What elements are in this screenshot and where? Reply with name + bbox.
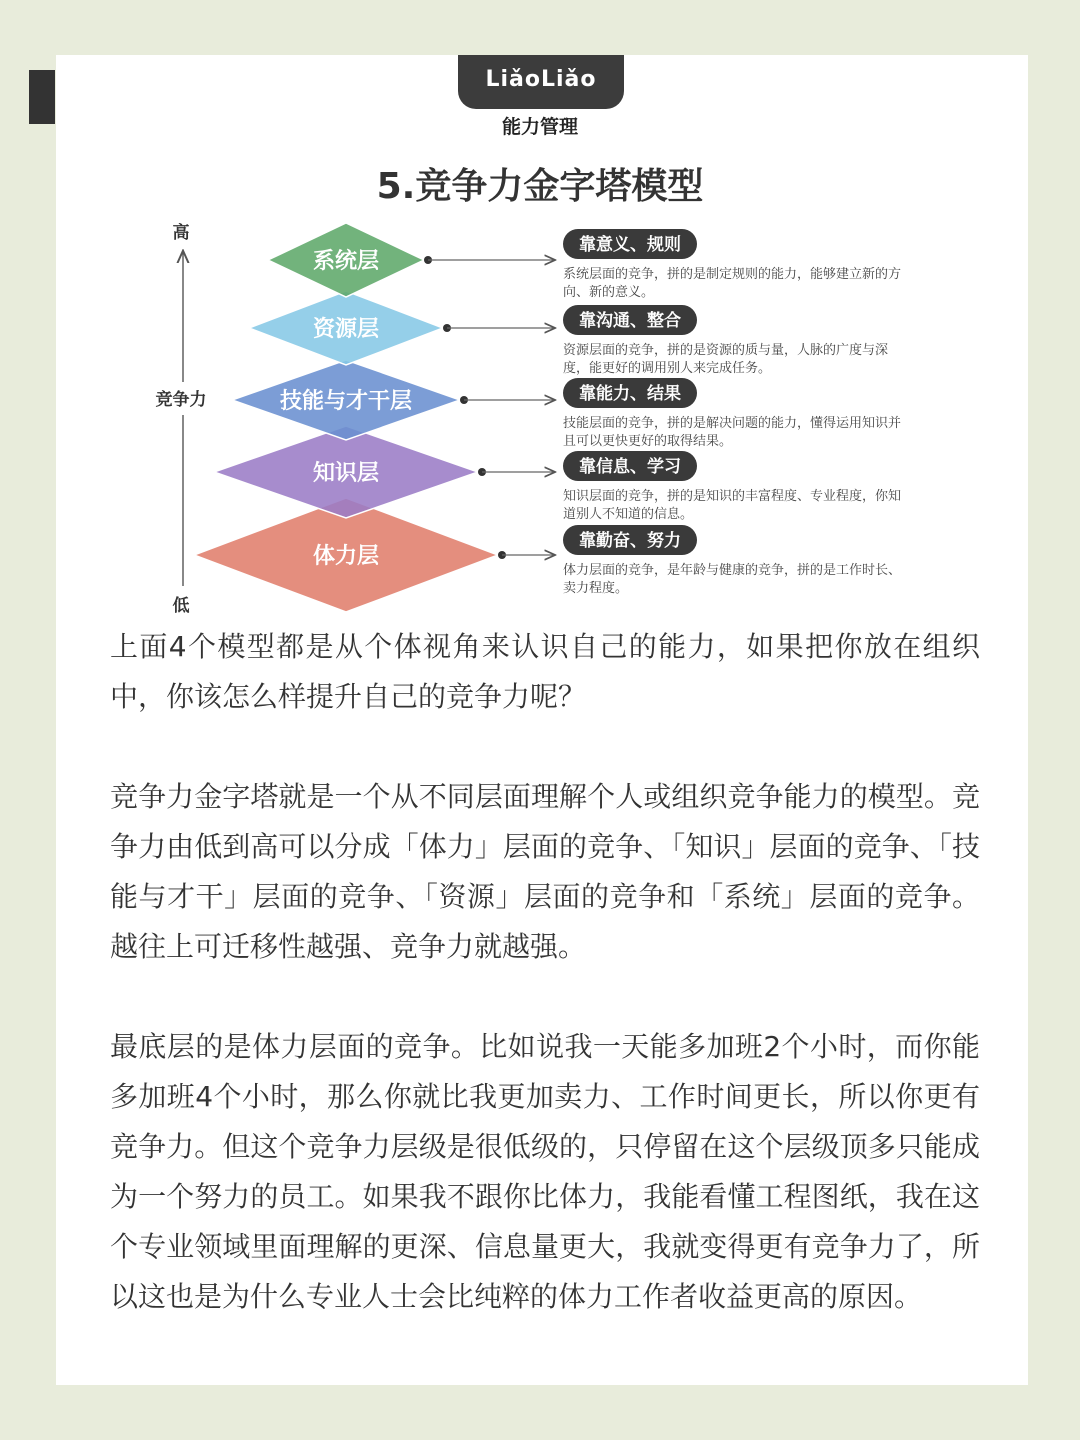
body-text bbox=[110, 622, 980, 1372]
level-description-line-2: 卖力程度。 bbox=[563, 581, 629, 596]
level-name: 系统层 bbox=[312, 249, 380, 274]
page-title: 5.竞争力金字塔模型 bbox=[376, 166, 704, 207]
axis-title: 竞争力 bbox=[155, 390, 207, 410]
brand-logo: LiǎoLiǎo bbox=[458, 55, 624, 109]
level-description-line-1: 资源层面的竞争，拼的是资源的质与量，人脉的广度与深 bbox=[563, 343, 889, 358]
level-tag: 靠沟通、整合 bbox=[579, 311, 681, 331]
paragraph-definition: 竞争力金字塔就是一个从不同层面理解个人或组织竞争能力的模型。竞争力由低到高可以分成「体力」层面的竞争、「知识」层面的竞争、「技能与才干」层面的竞争、「资源」层面的竞争和「系统」层面的竞争。越往上可迁移性越强、竞争力就越强。 bbox=[110, 780, 980, 963]
level-description-line-2: 度，能更好的调用别人来完成任务。 bbox=[563, 361, 772, 376]
competitiveness-pyramid-diagram bbox=[0, 210, 1080, 620]
axis-high-label: 高 bbox=[172, 223, 190, 243]
level-description-line-1: 技能层面的竞争，拼的是解决问题的能力，懂得运用知识并 bbox=[563, 416, 902, 431]
level-description-line-2: 向、新的意义。 bbox=[563, 285, 655, 300]
paragraph-intro: 上面4个模型都是从个体视角来认识自己的能力，如果把你放在组织中，你该怎么样提升自己的竞争力呢？ bbox=[110, 630, 980, 713]
level-name: 体力层 bbox=[312, 544, 380, 569]
level-tag: 靠意义、规则 bbox=[579, 235, 681, 255]
level-tag: 靠能力、结果 bbox=[579, 384, 681, 404]
level-name: 技能与才干层 bbox=[279, 389, 413, 414]
level-description-line-2: 道别人不知道的信息。 bbox=[563, 507, 694, 522]
level-description-line-2: 且可以更快更好的取得结果。 bbox=[563, 434, 733, 449]
level-description-line-1: 知识层面的竞争，拼的是知识的丰富程度、专业程度，你知 bbox=[563, 489, 902, 504]
axis-low-label: 低 bbox=[172, 596, 190, 616]
paragraph-bottom-level: 最底层的是体力层面的竞争。比如说我一天能多加班2个小时，而你能多加班4个小时，那么你就比我更加卖力、工作时间更长，所以你更有竞争力。但这个竞争力层级是很低级的，只停留在这个层级顶多只能成为一个努力的员工。如果我不跟你比体力，我能看懂工程图纸，我在这个专业领域里面理解的更深、信息量更大，我就变得更有竞争力了，所以这也是为什么专业人士会比纯粹的体力工作者收益更高的原因。 bbox=[110, 1030, 980, 1313]
level-description-line-1: 系统层面的竞争，拼的是制定规则的能力，能够建立新的方 bbox=[563, 267, 902, 282]
pyramid-levels bbox=[194, 223, 901, 612]
category-label: 能力管理 bbox=[501, 116, 578, 138]
level-name: 资源层 bbox=[312, 317, 380, 342]
level-description-line-1: 体力层面的竞争，是年龄与健康的竞争，拼的是工作时长、 bbox=[563, 563, 902, 578]
level-tag: 靠勤奋、努力 bbox=[579, 531, 681, 551]
level-name: 知识层 bbox=[312, 461, 380, 486]
level-tag: 靠信息、学习 bbox=[579, 457, 681, 477]
